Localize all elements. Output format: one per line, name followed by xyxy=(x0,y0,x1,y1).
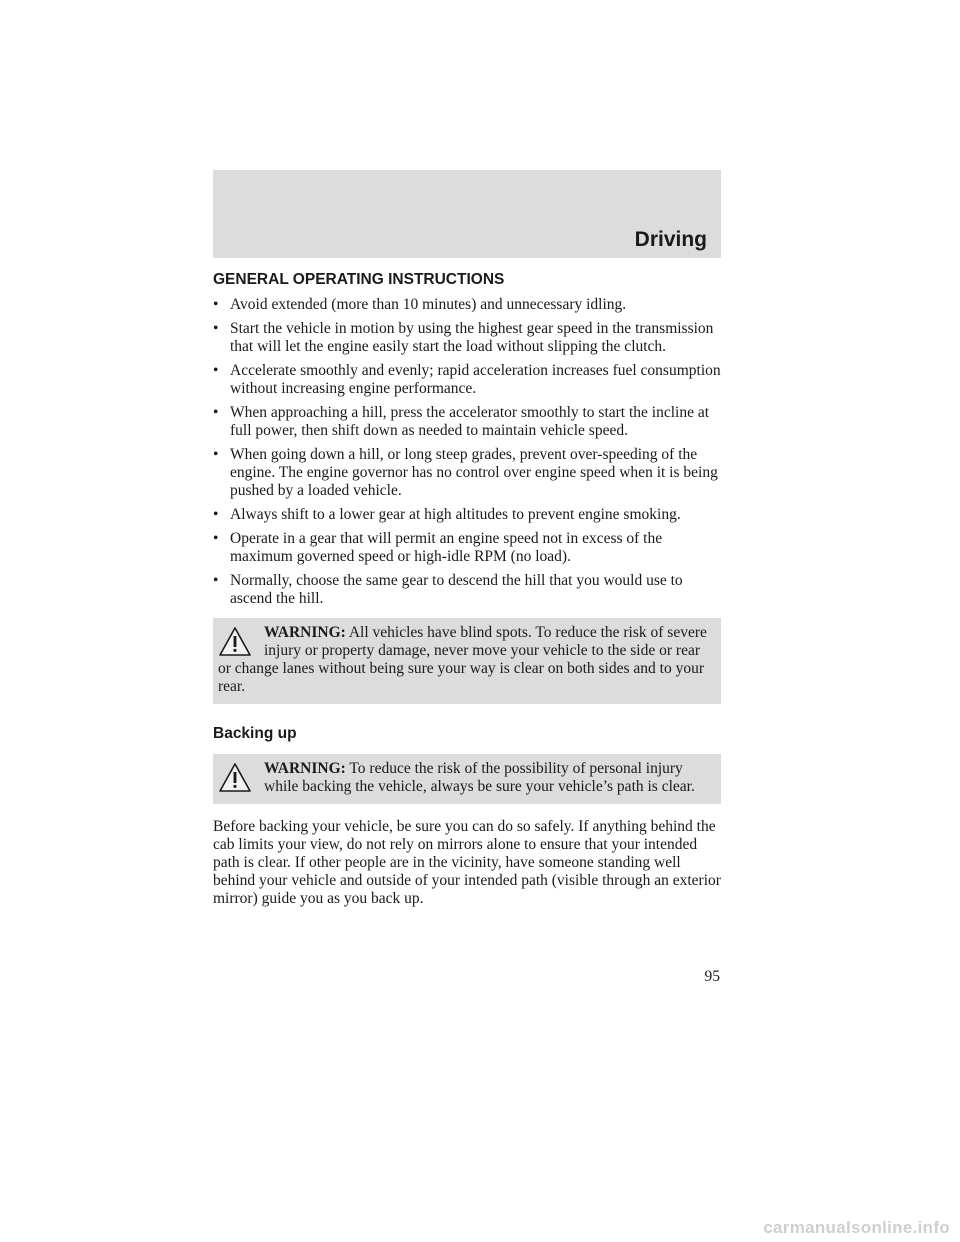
page-content xyxy=(213,270,721,908)
list-item-text: Normally, choose the same gear to descend the hill that you would use to ascend the hill. xyxy=(230,572,683,607)
bullet-icon: • xyxy=(213,446,219,463)
warning-box-backing xyxy=(213,754,721,804)
bullet-icon: • xyxy=(213,506,219,523)
warning-label: WARNING: xyxy=(264,760,346,777)
warning-text: To reduce the risk of the possibility of personal injury while backing the vehicle, always be sure your vehicle’s path is clear. xyxy=(264,760,695,795)
section-title: Driving xyxy=(634,228,707,251)
body-paragraph: Before backing your vehicle, be sure you can do so safely. If anything behind the cab limits your view, do not rely on mirrors alone to ensure that your intended path is clear. If other people are in the vicinity, have someone standing well behind your vehicle and outside of your intended path (visible through an exterior mirror) guide you as you back up. xyxy=(213,818,721,907)
list-item-text: Operate in a gear that will permit an engine speed not in excess of the maximum governed speed or high-idle RPM (no load). xyxy=(230,530,663,565)
subsection-heading: Backing up xyxy=(213,725,297,742)
warning-triangle-icon xyxy=(218,762,252,794)
list-item xyxy=(213,530,721,566)
list-item xyxy=(213,296,721,314)
list-item-text: When going down a hill, or long steep grades, prevent over-speeding of the engine. The engine governor has no control over engine speed when it is being pushed by a loaded vehicle. xyxy=(230,446,718,499)
warning-label: WARNING: xyxy=(264,624,346,641)
warning-box-blind-spots xyxy=(213,618,721,704)
instruction-list xyxy=(213,296,721,608)
list-item xyxy=(213,404,721,440)
list-item-text: Avoid extended (more than 10 minutes) and unnecessary idling. xyxy=(230,296,627,313)
bullet-icon: • xyxy=(213,572,219,589)
section-heading: GENERAL OPERATING INSTRUCTIONS xyxy=(213,271,505,288)
watermark-text: carmanualsonline.info xyxy=(763,1218,950,1237)
list-item xyxy=(213,446,721,500)
list-item-text: Always shift to a lower gear at high altitudes to prevent engine smoking. xyxy=(230,506,681,523)
list-item xyxy=(213,320,721,356)
list-item-text: Start the vehicle in motion by using the highest gear speed in the transmission that will let the engine easily start the load without slipping the clutch. xyxy=(230,320,714,355)
bullet-icon: • xyxy=(213,404,219,421)
section-header-band xyxy=(213,170,721,258)
warning-text: All vehicles have blind spots. To reduce the risk of severe injury or property damage, never move your vehicle to the side or rear or change lanes without being sure your way is clear on both sides and to your rear. xyxy=(218,624,707,695)
bullet-icon: • xyxy=(213,320,219,337)
bullet-icon: • xyxy=(213,530,219,547)
bullet-icon: • xyxy=(213,362,219,379)
bullet-icon: • xyxy=(213,296,219,313)
list-item-text: Accelerate smoothly and evenly; rapid acceleration increases fuel consumption without increasing engine performance. xyxy=(230,362,721,397)
warning-triangle-icon xyxy=(218,626,252,658)
list-item xyxy=(213,362,721,398)
page-number: 95 xyxy=(704,968,720,985)
list-item-text: When approaching a hill, press the accelerator smoothly to start the incline at full power, then shift down as needed to maintain vehicle speed. xyxy=(230,404,710,439)
list-item xyxy=(213,572,721,608)
list-item xyxy=(213,506,721,524)
